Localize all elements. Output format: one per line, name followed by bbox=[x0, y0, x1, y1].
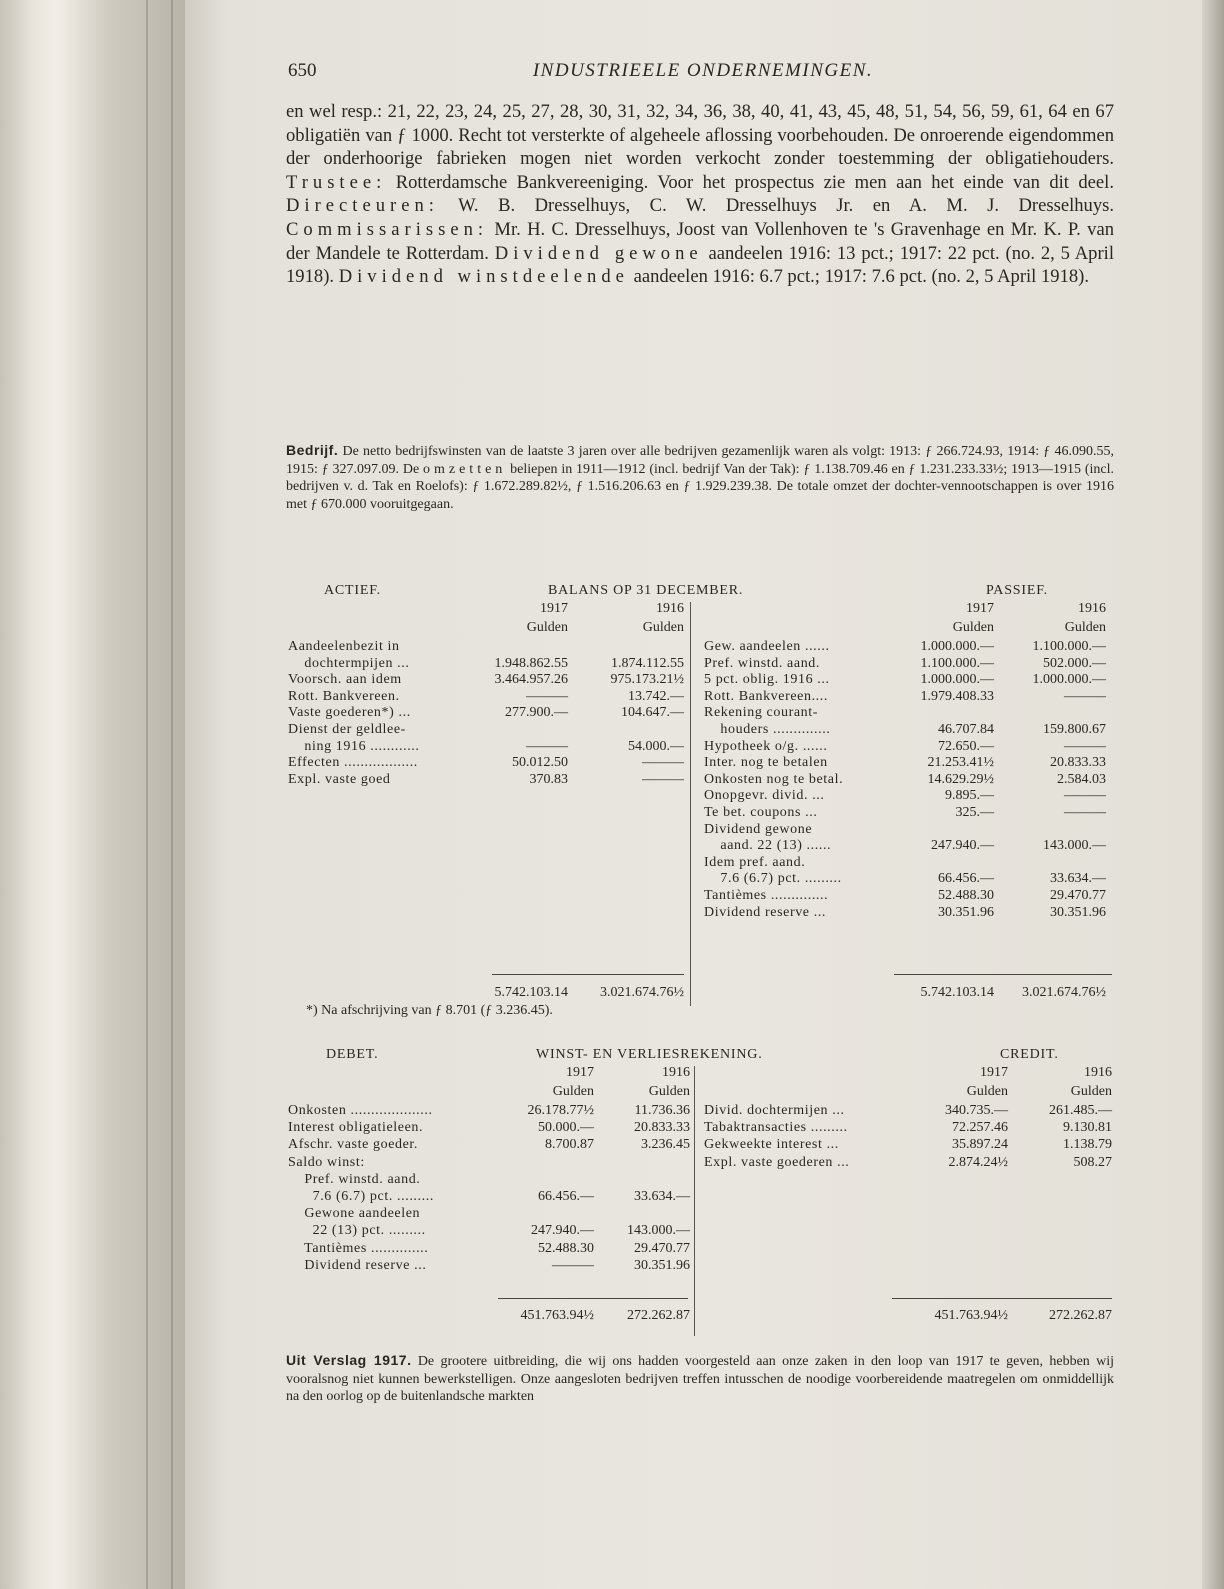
debet-row bbox=[288, 1205, 690, 1222]
actief-value-1916: 13.742.— bbox=[628, 688, 684, 704]
total-rule bbox=[498, 1298, 688, 1299]
dividend-text: aandeelen 1916: 13 pct.; 1917: 22 pct. (no. 2, 5 April 1918). bbox=[286, 242, 1114, 288]
debet-row bbox=[288, 1136, 690, 1153]
debet-label: Interest obligatieleen. bbox=[288, 1120, 424, 1136]
debet-row bbox=[288, 1102, 690, 1119]
actief-label: ning 1916 ............ bbox=[288, 738, 420, 754]
credit-label: Tabaktransacties ......... bbox=[704, 1120, 848, 1136]
actief-value-1916: 975.173.21½ bbox=[610, 672, 684, 688]
passief-label: Dividend reserve ... bbox=[704, 904, 827, 920]
credit-value-1916: 9.130.81 bbox=[1063, 1120, 1112, 1136]
debet-label: 22 (13) pct. ......... bbox=[288, 1223, 426, 1239]
credit-label: Gekweekte interest ... bbox=[704, 1137, 839, 1153]
credit-value-1917: 35.897.24 bbox=[952, 1137, 1008, 1153]
profit-loss-account bbox=[286, 1046, 1116, 1336]
passief-label: 7.6 (6.7) pct. ......... bbox=[704, 871, 842, 887]
actief-row bbox=[288, 721, 684, 738]
credit-title: CREDIT. bbox=[1000, 1047, 1059, 1062]
actief-label: Aandeelenbezit in bbox=[288, 639, 400, 654]
actief-label: Dienst der geldlee- bbox=[288, 722, 406, 737]
passief-value-1917: 1.100.000.— bbox=[920, 655, 994, 671]
passief-row bbox=[704, 671, 1106, 688]
passief-value-1917: 9.895.— bbox=[945, 788, 994, 804]
passief-value-1917: 66.456.— bbox=[938, 871, 994, 887]
passief-row bbox=[704, 821, 1106, 838]
debet-value-1916: 3.236.45 bbox=[641, 1137, 690, 1153]
passief-value-1916: ——— bbox=[1064, 805, 1106, 820]
left-unit-1917: Gulden bbox=[552, 1084, 594, 1099]
actief-label: Rott. Bankvereen. bbox=[288, 688, 400, 704]
trustee-text: Rotterdamsche Bankvereeniging. Voor het prospectus zie men aan het einde van dit deel. bbox=[395, 171, 1114, 193]
right-year-1916: 1916 bbox=[1084, 1065, 1112, 1080]
debet-value-1916: 29.470.77 bbox=[634, 1240, 690, 1256]
passief-value-1916: 1.100.000.— bbox=[1032, 639, 1106, 654]
passief-value-1917: 46.707.84 bbox=[938, 722, 994, 737]
bedrijf-heading: Bedrijf. bbox=[286, 442, 339, 458]
actief-row bbox=[288, 655, 684, 672]
passief-row bbox=[704, 787, 1106, 804]
balance-title-row bbox=[286, 582, 1116, 600]
directeuren-label: Directeuren: bbox=[286, 195, 439, 217]
debet-label: Onkosten .................... bbox=[288, 1103, 433, 1118]
passief-label: Dividend gewone bbox=[704, 821, 813, 837]
directeuren-text: W. B. Dresselhuys, C. W. Dresselhuys Jr. en A. M. J. Dresselhuys. bbox=[458, 195, 1115, 217]
actief-label: Vaste goederen*) ... bbox=[288, 705, 411, 721]
debet-label: Dividend reserve ... bbox=[288, 1257, 427, 1273]
credit-label: Expl. vaste goederen ... bbox=[704, 1154, 850, 1170]
passief-value-1916: 502.000.— bbox=[1043, 655, 1106, 671]
dividend2-label: Dividend winstdeelende bbox=[338, 266, 629, 288]
debet-value-1917: 26.178.77½ bbox=[527, 1103, 594, 1118]
debet-row bbox=[288, 1188, 690, 1205]
balance-sheet bbox=[286, 582, 1116, 1022]
passief-value-1916: 33.634.— bbox=[1050, 871, 1106, 887]
passief-value-1917: 21.253.41½ bbox=[927, 755, 994, 771]
left-year-1917: 1917 bbox=[566, 1065, 594, 1080]
intro-text: en wel resp.: 21, 22, 23, 24, 25, 27, 28, 30, 31, 32, 34, 36, 38, 40, 41, 43, 45, 48, 51, 54, 56, 59, 61, 64 en 67 obligatiën van ƒ 1000. Recht tot versterkte of algeheele aflossing voorbehouden. De onroerende eigendommen der onderhoorige fabrieken mogen niet worden verkocht zonder toestemming der obligatiehouders. bbox=[286, 101, 1114, 170]
passief-value-1917: 1.000.000.— bbox=[920, 672, 994, 688]
pl-divider bbox=[694, 1066, 695, 1336]
left-unit-1917: Gulden bbox=[526, 620, 568, 635]
credit-value-1916: 508.27 bbox=[1073, 1154, 1112, 1170]
debet-value-1916: 30.351.96 bbox=[634, 1257, 690, 1273]
passief-row bbox=[704, 854, 1106, 871]
credit-value-1917: 2.874.24½ bbox=[948, 1154, 1008, 1170]
debet-row bbox=[288, 1154, 690, 1171]
passief-label: 5 pct. oblig. 1916 ... bbox=[704, 672, 830, 688]
passief-value-1916: ——— bbox=[1064, 688, 1106, 704]
credit-row bbox=[704, 1102, 1112, 1119]
passief-value-1916: 159.800.67 bbox=[1043, 722, 1106, 737]
passief-label: Rekening courant- bbox=[704, 705, 818, 721]
dividend2-text: aandeelen 1916: 6.7 pct.; 1917: 7.6 pct. (no. 2, 5 April 1918). bbox=[633, 266, 1090, 288]
passief-row bbox=[704, 887, 1106, 904]
total-rule bbox=[892, 1298, 1112, 1299]
total-rule bbox=[492, 974, 684, 975]
actief-label: Expl. vaste goed bbox=[288, 771, 391, 787]
actief-row bbox=[288, 771, 684, 788]
passief-label: Te bet. coupons ... bbox=[704, 805, 818, 820]
passief-label: Inter. nog te betalen bbox=[704, 755, 828, 771]
total-left-1916: 3.021.674.76½ bbox=[600, 985, 684, 1000]
actief-value-1917: 3.464.957.26 bbox=[494, 672, 568, 688]
credit-value-1916: 261.485.— bbox=[1049, 1103, 1112, 1118]
verslag-heading: Uit Verslag 1917. bbox=[286, 1352, 412, 1368]
page-number: 650 bbox=[288, 60, 317, 81]
passief-value-1917: 14.629.29½ bbox=[927, 771, 994, 787]
actief-value-1917: 50.012.50 bbox=[512, 755, 568, 771]
passief-value-1916: ——— bbox=[1064, 738, 1106, 754]
credit-label: Divid. dochtermijen ... bbox=[704, 1103, 845, 1118]
debet-title: DEBET. bbox=[326, 1047, 379, 1062]
left-unit-1916: Gulden bbox=[648, 1084, 690, 1099]
debet-value-1917: 52.488.30 bbox=[538, 1240, 594, 1256]
credit-row bbox=[704, 1119, 1112, 1136]
passief-row bbox=[704, 704, 1106, 721]
passief-label: Rott. Bankvereen.... bbox=[704, 688, 828, 704]
passief-row bbox=[704, 804, 1106, 821]
total-rule bbox=[894, 974, 1112, 975]
passief-label: Tantièmes .............. bbox=[704, 888, 829, 903]
omzetten-label: omzetten bbox=[422, 461, 507, 477]
passief-label: Pref. winstd. aand. bbox=[704, 655, 820, 671]
passief-label: Hypotheek o/g. ...... bbox=[704, 738, 828, 754]
debet-value-1917: 66.456.— bbox=[538, 1189, 594, 1204]
actief-value-1917: 277.900.— bbox=[505, 705, 568, 721]
total-right-1916: 3.021.674.76½ bbox=[1022, 985, 1106, 1000]
debet-value-1917: 247.940.— bbox=[531, 1223, 594, 1239]
debet-value-1916: 20.833.33 bbox=[634, 1120, 690, 1136]
running-header bbox=[288, 60, 1118, 90]
actief-value-1916: ——— bbox=[642, 771, 684, 787]
passief-value-1916: 143.000.— bbox=[1043, 838, 1106, 854]
pl-title: WINST- EN VERLIESREKENING. bbox=[536, 1047, 763, 1062]
left-unit-1916: Gulden bbox=[642, 620, 684, 635]
total-left-1916: 272.262.87 bbox=[627, 1308, 690, 1323]
passief-value-1917: 325.— bbox=[955, 805, 994, 820]
passief-label: Idem pref. aand. bbox=[704, 854, 806, 870]
total-left-1917: 451.763.94½ bbox=[520, 1308, 594, 1323]
passief-row bbox=[704, 837, 1106, 854]
passief-value-1917: 1.000.000.— bbox=[920, 639, 994, 654]
total-right-1917: 451.763.94½ bbox=[934, 1308, 1008, 1323]
left-year-1916: 1916 bbox=[662, 1065, 690, 1080]
credit-row bbox=[704, 1136, 1112, 1153]
debet-value-1916: 33.634.— bbox=[634, 1189, 690, 1204]
passief-row bbox=[704, 738, 1106, 755]
actief-row bbox=[288, 688, 684, 705]
passief-value-1916: 30.351.96 bbox=[1050, 904, 1106, 920]
actief-value-1916: ——— bbox=[642, 755, 684, 771]
actief-value-1916: 104.647.— bbox=[621, 705, 684, 721]
debet-label: Pref. winstd. aand. bbox=[288, 1171, 421, 1187]
passief-row bbox=[704, 655, 1106, 672]
bedrijf-text-2: beliepen in 1911—1912 (incl. bedrijf Van der Tak): ƒ 1.138.709.46 en ƒ 1.231.233.33½; 1913—1915 (incl. bedrijven v. d. Tak en Roelofs): ƒ 1.672.289.82½, ƒ 1.516.206.63 en ƒ 1.929.239.38. De totale omzet der dochter-vennootschappen is over 1916 met ƒ 670.000 vooruitgegaan. bbox=[286, 461, 1115, 512]
credit-value-1916: 1.138.79 bbox=[1063, 1137, 1112, 1153]
debet-row bbox=[288, 1222, 690, 1239]
actief-label: dochtermpijen ... bbox=[288, 655, 410, 671]
passief-row bbox=[704, 721, 1106, 738]
actief-row bbox=[288, 671, 684, 688]
passief-label: Gew. aandeelen ...... bbox=[704, 639, 830, 654]
actief-row bbox=[288, 754, 684, 771]
passief-row bbox=[704, 771, 1106, 788]
passief-label: Onkosten nog te betal. bbox=[704, 771, 844, 787]
right-unit-1917: Gulden bbox=[966, 1084, 1008, 1099]
actief-value-1917: ——— bbox=[526, 738, 568, 754]
passief-row bbox=[704, 904, 1106, 921]
right-unit-1917: Gulden bbox=[952, 620, 994, 635]
debet-value-1916: 11.736.36 bbox=[634, 1103, 690, 1118]
verslag-text: De grootere uitbreiding, die wij ons hadden voorgesteld aan onze zaken in den loop van 1917 te geven, hebben wij vooralsnog niet kunnen bewerkstelligen. Onze aangesloten bedrijven treffen intusschen de noodige voorbereidende maatregelen om onmiddellijk na den oorlog op de buitenlandsche markten bbox=[286, 1354, 1115, 1405]
passief-value-1917: 1.979.408.33 bbox=[920, 688, 994, 704]
running-title: INDUSTRIEELE ONDERNEMINGEN. bbox=[532, 60, 874, 81]
passief-label: houders .............. bbox=[704, 722, 831, 737]
debet-label: 7.6 (6.7) pct. ......... bbox=[288, 1189, 434, 1204]
passief-value-1917: 52.488.30 bbox=[938, 888, 994, 903]
passief-value-1916: ——— bbox=[1064, 788, 1106, 804]
bedrijf-text: De netto bedrijfswinsten van de laatste 3 jaren over alle bedrijven gezamenlijk waren als volgt: 1913: ƒ 266.724.93, 1914: ƒ 46.090.55, 1915: ƒ 327.097.09. De bbox=[286, 444, 1115, 477]
credit-value-1917: 340.735.— bbox=[945, 1103, 1008, 1118]
pl-title-row bbox=[286, 1046, 1116, 1064]
debet-value-1917: 50.000.— bbox=[538, 1120, 594, 1136]
passief-value-1917: 30.351.96 bbox=[938, 904, 994, 920]
actief-row bbox=[288, 638, 684, 655]
debet-value-1917: ——— bbox=[552, 1257, 594, 1273]
debet-label: Saldo winst: bbox=[288, 1154, 365, 1170]
actief-label: Voorsch. aan idem bbox=[288, 672, 402, 688]
passief-value-1916: 1.000.000.— bbox=[1032, 672, 1106, 688]
credit-row bbox=[704, 1154, 1112, 1171]
debet-label: Afschr. vaste goeder. bbox=[288, 1137, 419, 1153]
verslag-section bbox=[286, 1352, 1114, 1406]
passief-row bbox=[704, 638, 1106, 655]
passief-value-1916: 29.470.77 bbox=[1050, 888, 1106, 903]
dividend-label: Dividend gewone bbox=[494, 242, 703, 264]
debet-value-1916: 143.000.— bbox=[627, 1223, 690, 1239]
debet-label: Gewone aandeelen bbox=[288, 1206, 421, 1222]
right-year-1916: 1916 bbox=[1078, 601, 1106, 616]
balance-divider bbox=[690, 602, 691, 1006]
commissarissen-label: Commissarissen: bbox=[286, 218, 489, 240]
total-right-1916: 272.262.87 bbox=[1049, 1308, 1112, 1323]
actief-label: Effecten .................. bbox=[288, 755, 418, 771]
actief-value-1917: 370.83 bbox=[529, 771, 568, 787]
actief-row bbox=[288, 738, 684, 755]
passief-value-1916: 20.833.33 bbox=[1050, 755, 1106, 771]
debet-value-1917: 8.700.87 bbox=[545, 1137, 594, 1153]
passief-title: PASSIEF. bbox=[986, 583, 1048, 598]
passief-value-1917: 247.940.— bbox=[931, 838, 994, 854]
passief-value-1916: 2.584.03 bbox=[1057, 771, 1106, 787]
debet-row bbox=[288, 1119, 690, 1136]
passief-label: Onopgevr. divid. ... bbox=[704, 788, 825, 804]
debet-row bbox=[288, 1171, 690, 1188]
intro-paragraph bbox=[286, 100, 1114, 289]
balance-footnote: *) Na afschrijving van ƒ 8.701 (ƒ 3.236.45). bbox=[306, 1003, 553, 1018]
right-unit-1916: Gulden bbox=[1064, 620, 1106, 635]
debet-row bbox=[288, 1257, 690, 1274]
debet-row bbox=[288, 1240, 690, 1257]
right-year-1917: 1917 bbox=[980, 1065, 1008, 1080]
total-left-1917: 5.742.103.14 bbox=[494, 985, 568, 1000]
debet-label: Tantièmes .............. bbox=[288, 1240, 429, 1256]
passief-row bbox=[704, 688, 1106, 705]
passief-row bbox=[704, 870, 1106, 887]
bedrijf-section bbox=[286, 442, 1114, 513]
left-year-1917: 1917 bbox=[540, 601, 568, 616]
right-unit-1916: Gulden bbox=[1070, 1084, 1112, 1099]
passief-label: aand. 22 (13) ...... bbox=[704, 838, 832, 854]
balance-title: BALANS OP 31 DECEMBER. bbox=[548, 583, 744, 598]
total-right-1917: 5.742.103.14 bbox=[920, 985, 994, 1000]
passief-value-1917: 72.650.— bbox=[938, 738, 994, 754]
passief-row bbox=[704, 754, 1106, 771]
actief-value-1916: 54.000.— bbox=[628, 738, 684, 754]
actief-value-1917: 1.948.862.55 bbox=[494, 655, 568, 671]
trustee-label: Trustee: bbox=[286, 171, 387, 193]
actief-title: ACTIEF. bbox=[324, 583, 381, 598]
actief-row bbox=[288, 704, 684, 721]
right-year-1917: 1917 bbox=[966, 601, 994, 616]
credit-value-1917: 72.257.46 bbox=[952, 1120, 1008, 1136]
commissarissen-text: Mr. H. C. Dresselhuys, Joost van Vollenhoven te 's Gravenhage en Mr. K. P. van der Mandele te Rotterdam. bbox=[286, 218, 1114, 264]
actief-value-1917: ——— bbox=[526, 688, 568, 704]
actief-value-1916: 1.874.112.55 bbox=[611, 655, 684, 671]
left-year-1916: 1916 bbox=[656, 601, 684, 616]
